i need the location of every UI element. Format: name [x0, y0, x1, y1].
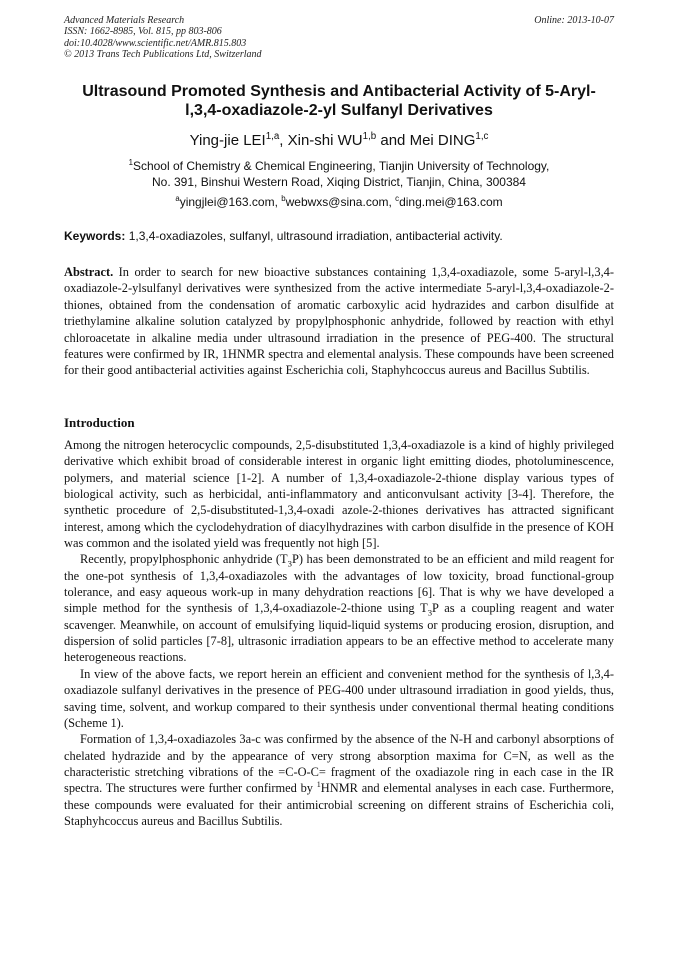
subscript: 3: [287, 558, 292, 569]
paragraph-text: Formation of 1,3,4-oxadiazoles 3a-c was confirmed by the absence of the N-H and carbonyl absorptions of chelated hydrazide and by the appearance of very strong absorption maxima for C=N, as well as the characteristic stretching vibrations of the =C-O-C= fragment of the oxadiazole ring in each case in the IR spectra. The structures were further confirmed by: [64, 732, 614, 796]
affil-line-2: No. 391, Binshui Western Road, Xiqing District, Tianjin, China, 300384: [152, 175, 526, 189]
author-affil-mark: 1,a: [265, 131, 280, 142]
author-affil-mark: 1,c: [475, 131, 489, 142]
paragraph-text: Recently, propylphosphonic anhydride (T: [80, 552, 288, 567]
email-mark: c: [395, 194, 400, 203]
author-name: Xin-shi WU: [287, 132, 363, 149]
keywords-label: Keywords:: [64, 229, 126, 243]
keywords-text: 1,3,4-oxadiazoles, sulfanyl, ultrasound irradiation, antibacterial activity.: [125, 229, 503, 243]
online-date: Online: 2013-10-07: [534, 15, 614, 26]
keywords: [64, 228, 614, 244]
paragraph-text: P) has been demonstrated to be an efficient and mild reagent for the one-pot synthesis of 1,3,4-oxadiazoles with the advantages of low toxicity, broad functional-group tolerance, and easy aqueous work-up in many dehydration reactions [6]. That is why we have developed a simple method for the synthesis of 1,3,4-oxadiazole-2-thione using T: [64, 552, 614, 616]
paragraph: In view of the above facts, we report herein an efficient and convenient method for the synthesis of l,3,4-oxadiazole sulfanyl derivatives in the presence of PEG-400 under ultrasound irradiation in good yields, thus, saving time, solvent, and workup compared to their synthesis under conventional thermal heating conditions (Scheme 1).: [64, 666, 614, 730]
paragraph-text: HNMR and elemental analyses in each case. Furthermore, these compounds were evaluated for their antimicrobial screening on different strains of Escherichia coli, Staphyhcoccus aureus and Bacillus Subtilis.: [64, 781, 614, 828]
author-affil-mark: 1,b: [362, 131, 377, 142]
affil-line-1: School of Chemistry & Chemical Engineering, Tianjin University of Technology,: [132, 159, 550, 173]
author-list: [40, 132, 638, 150]
author-separator: ,: [279, 132, 288, 149]
doi-line: doi:10.4028/www.scientific.net/AMR.815.803: [64, 37, 247, 49]
paper-title: Ultrasound Promoted Synthesis and Antibacterial Activity of 5-Aryl-l,3,4-oxadiazole-2-yl Sulfanyl Derivatives: [82, 83, 596, 119]
abstract: [64, 264, 614, 379]
email-list: $^a$yingjlei@163.com, $^b$webwxs@sina.com, $^c$ding.mei@163.com: [175, 194, 503, 209]
paragraph: Among the nitrogen heterocyclic compounds, 2,5-disubstituted 1,3,4-oxadiazole is a kind of highly privileged derivative which exhibit broad of considerable interest in organic light emitting diodes, photoluminescence, polymers, and material science [1-2]. A number of 1,3,4-oxadiazole-2-thione display various types of biological activity, such as herbicidal, anti-inflammatory and anticonvulsant activity [3-4]. Therefore, the synthetic procedure of 2,5-disubstituted-1,3,4-oxadi azole-2-thiones derivatives has attracted significant interest, among which the cyclodehydration of diacylhydrazines with carbon disulfide in the presence of KOH was common and the isolated yield was frequently not high [5].: [64, 438, 614, 551]
section-heading-introduction: Introduction: [64, 415, 135, 430]
author-name: Ying-jie LEI: [189, 132, 266, 149]
email-link[interactable]: webwxs@sina.com: [285, 195, 389, 209]
affiliation: [40, 158, 638, 190]
subscript: 3: [427, 607, 433, 618]
superscript: 1: [316, 780, 321, 790]
email-mark: a: [175, 194, 180, 203]
affil-mark: 1: [128, 158, 133, 167]
author-separator: and: [376, 132, 410, 149]
abstract-label: Abstract.: [64, 265, 114, 279]
abstract-text: In order to search for new bioactive substances containing 1,3,4-oxadiazole, some 5-aryl-l,3,4-oxadiazole-2-ylsulfanyl derivatives were synthesized from the active intermediate 5-aryl-l,3,4-oxadiazole-2-thiones, obtained from the condensation of aromatic carboxylic acid hydrazides and carbon disulfide at triethylamine alkaline solution catalyzed by propylphosphonic anhydride, followed by reaction with ethyl chloroacetate in alkaline media under ultrasound irradiation in the presence of PEG-400. The structural features were confirmed by IR, 1HNMR spectra and elemental analysis. These compounds have been screened for their good antibacterial activities against Escherichia coli, Staphyhcoccus aureus and Bacillus Subtilis.: [64, 265, 614, 378]
journal-header: [64, 15, 614, 60]
author-name: Mei DING: [409, 132, 476, 149]
email-link[interactable]: ding.mei@163.com: [399, 195, 503, 209]
issn-line: ISSN: 1662-8985, Vol. 815, pp 803-806: [64, 26, 222, 38]
journal-name: Advanced Materials Research: [64, 15, 185, 26]
introduction-body: [64, 437, 614, 829]
email-mark: b: [281, 194, 286, 203]
copyright-line: © 2013 Trans Tech Publications Ltd, Switzerland: [64, 48, 262, 60]
paragraph: [64, 551, 614, 665]
paragraph-text: P as a coupling reagent and water scavenger. Meanwhile, on account of emulsifying liquid-liquid systems or producing erosion, disruption, and dispersion of solid particles [7-8], ultrasonic irradiation appears to be an effective method to accelerate many heterogeneous reactions.: [64, 601, 614, 665]
paragraph: [64, 731, 614, 829]
email-link[interactable]: yingjlei@163.com: [179, 195, 275, 209]
